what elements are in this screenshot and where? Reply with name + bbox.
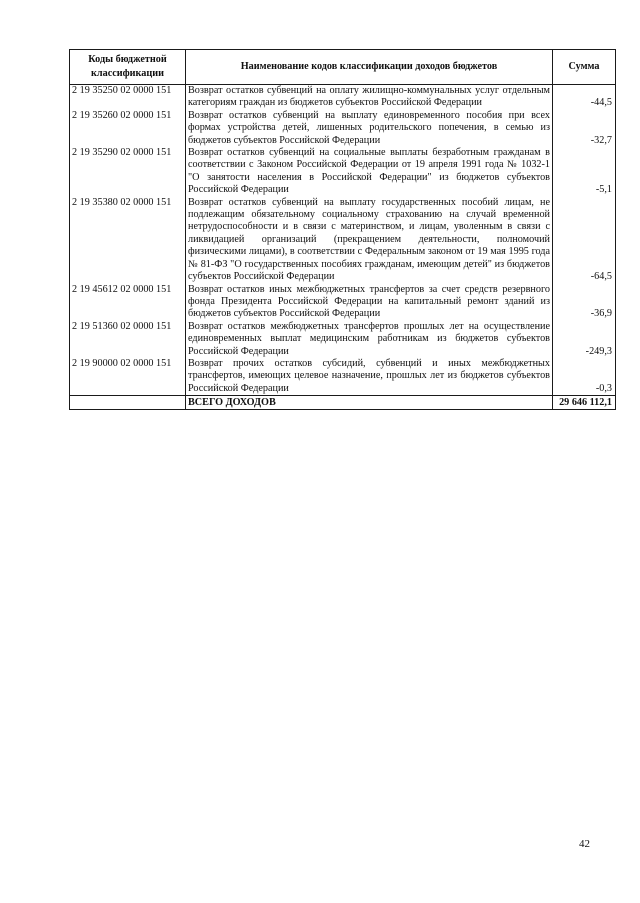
row-name: Возврат остатков субвенций на оплату жилищно-коммунальных услуг отдельным категориям граждан из бюджетов субъектов Российской Федерации <box>186 85 553 110</box>
row-code: 2 19 90000 02 0000 151 <box>70 358 186 396</box>
header-code-names: Наименование кодов классификации доходов бюджетов <box>186 50 553 85</box>
header-budget-codes: Коды бюджетной классификации <box>70 50 186 85</box>
total-code-cell <box>70 396 186 410</box>
row-amount: -44,5 <box>553 85 616 110</box>
table-row <box>70 284 616 321</box>
table-row <box>70 321 616 358</box>
row-amount: -36,9 <box>553 284 616 321</box>
row-name: Возврат остатков иных межбюджетных трансфертов за счет средств резервного фонда Президента Российской Федерации на капитальный ремонт зданий из бюджетов субъектов Российской Федерации <box>186 284 553 321</box>
row-amount: -64,5 <box>553 197 616 284</box>
row-name: Возврат остатков субвенций на выплату единовременного пособия при всех формах устройства детей, лишенных родительского попечения, в семью из бюджетов субъектов Российской Федерации <box>186 110 553 147</box>
total-label: ВСЕГО ДОХОДОВ <box>186 396 553 410</box>
row-amount: -5,1 <box>553 147 616 197</box>
table-row <box>70 85 616 110</box>
total-amount: 29 646 112,1 <box>553 396 616 410</box>
page-number: 42 <box>579 838 590 850</box>
row-name: Возврат остатков субвенций на социальные выплаты безработным гражданам в соответствии с Законом Российской Федерации от 19 апреля 1991 года № 1032-1 "О занятости населения в Российской Федерации" из бюджетов субъектов Российской Федерации <box>186 147 553 197</box>
row-amount: -249,3 <box>553 321 616 358</box>
total-row <box>70 396 616 410</box>
row-name: Возврат остатков субвенций на выплату государственных пособий лицам, не подлежащим обязательному социальному страхованию на случай временной нетрудоспособности и в связи с материнством, и лицам, уволенным в связи с ликвидацией организаций (прекращением деятельности, полномочий физическими лицами), в соответствии с Федеральным законом от 19 мая 1995 года № 81-ФЗ "О государственных пособиях гражданам, имеющим детей" из бюджетов субъектов Российской Федерации <box>186 197 553 284</box>
table-header-row <box>70 50 616 85</box>
row-code: 2 19 35260 02 0000 151 <box>70 110 186 147</box>
row-code: 2 19 35380 02 0000 151 <box>70 197 186 284</box>
row-code: 2 19 35250 02 0000 151 <box>70 85 186 110</box>
row-code: 2 19 51360 02 0000 151 <box>70 321 186 358</box>
table-row <box>70 197 616 284</box>
header-amount: Сумма <box>553 50 616 85</box>
table-row <box>70 358 616 396</box>
revenue-codes-table <box>69 49 616 410</box>
row-amount: -0,3 <box>553 358 616 396</box>
table-row <box>70 110 616 147</box>
row-amount: -32,7 <box>553 110 616 147</box>
table-row <box>70 147 616 197</box>
row-code: 2 19 35290 02 0000 151 <box>70 147 186 197</box>
row-code: 2 19 45612 02 0000 151 <box>70 284 186 321</box>
row-name: Возврат прочих остатков субсидий, субвенций и иных межбюджетных трансфертов, имеющих целевое назначение, прошлых лет из бюджетов субъектов Российской Федерации <box>186 358 553 396</box>
row-name: Возврат остатков межбюджетных трансфертов прошлых лет на осуществление единовременных выплат медицинским работникам из бюджетов субъектов Российской Федерации <box>186 321 553 358</box>
